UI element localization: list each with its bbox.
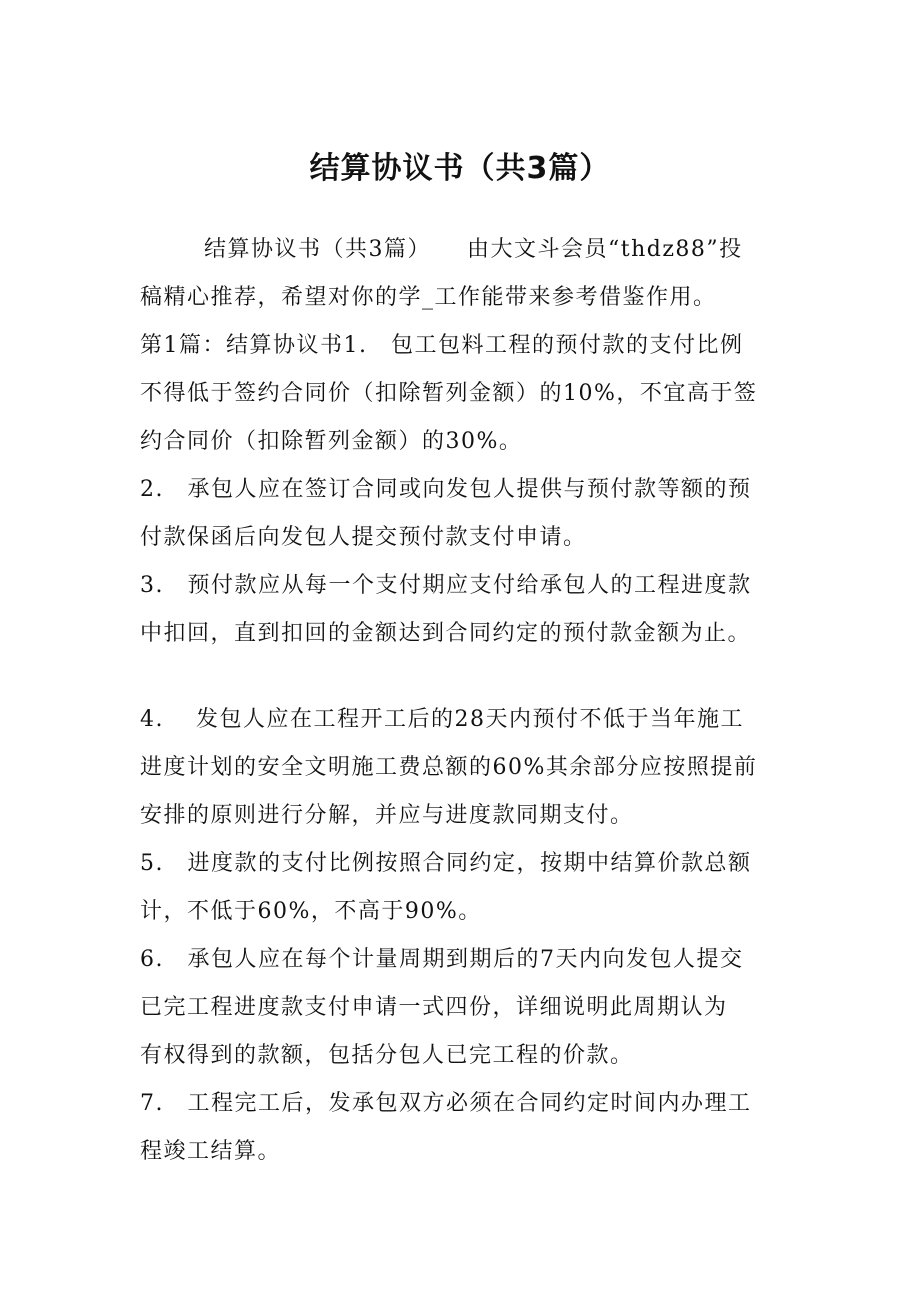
paragraph-line: 7. 工程完工后，发承包双方必须在合同约定时间内办理工 xyxy=(140,1091,752,1116)
paragraph-line: 有权得到的款额，包括分包人已完工程的价款。 xyxy=(140,1043,634,1068)
paragraph-line: 付款保函后向发包人提交预付款支付申请。 xyxy=(140,525,587,550)
paragraph-line: 中扣回，直到扣回的金额达到合同约定的预付款金额为止。 xyxy=(140,621,752,646)
paragraph-line: 6. 承包人应在每个计量周期到期后的7天内向发包人提交 xyxy=(140,947,744,972)
paragraph-line: 安排的原则进行分解，并应与进度款同期支付。 xyxy=(140,803,634,828)
paragraph-line: 第1篇：结算协议书1. 包工包料工程的预付款的支付比例 xyxy=(140,333,744,358)
paragraph-line: 结算协议书（共3篇） 由大文斗会员“thdz88”投 xyxy=(204,237,743,262)
paragraph-line: 不得低于签约合同价（扣除暂列金额）的10%，不宜高于签 xyxy=(140,381,758,406)
paragraph-line: 5. 进度款的支付比例按照合同约定，按期中结算价款总额 xyxy=(140,851,752,876)
paragraph-line: 计，不低于60%，不高于90%。 xyxy=(140,899,482,924)
paragraph-line: 2. 承包人应在签订合同或向发包人提供与预付款等额的预 xyxy=(140,477,752,502)
document-title: 结算协议书（共3篇） xyxy=(309,151,611,186)
paragraph-line: 稿精心推荐，希望对你的学_工作能带来参考借鉴作用。 xyxy=(140,285,717,310)
paragraph-gap xyxy=(140,658,785,696)
paragraph-line: 已完工程进度款支付申请一式四份，详细说明此周期认为 xyxy=(140,995,728,1020)
paragraph-line: 程竣工结算。 xyxy=(140,1139,282,1164)
paragraph-line: 3. 预付款应从每一个支付期应支付给承包人的工程进度款 xyxy=(140,573,752,598)
paragraph-line: 4. 发包人应在工程开工后的28天内预付不低于当年施工 xyxy=(140,707,744,732)
document-body xyxy=(140,226,785,1176)
paragraph-line: 约合同价（扣除暂列金额）的30%。 xyxy=(140,429,523,454)
paragraph-line: 进度计划的安全文明施工费总额的60%其余部分应按照提前 xyxy=(140,755,758,780)
